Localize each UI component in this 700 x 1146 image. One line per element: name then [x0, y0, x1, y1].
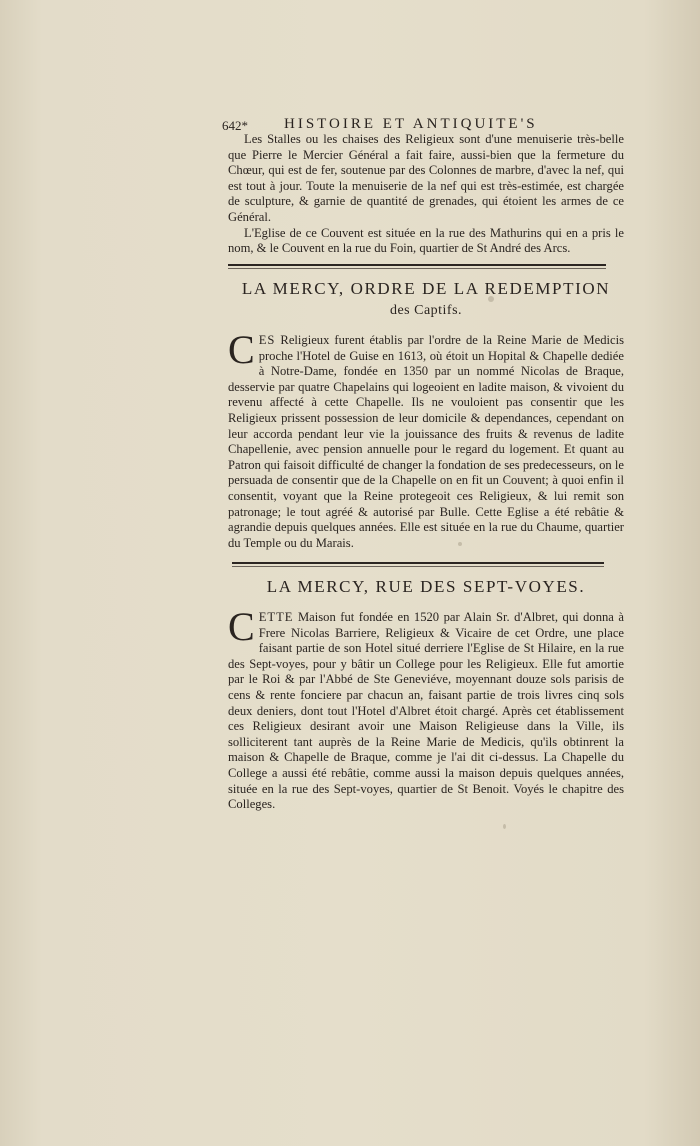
- page-number: 642*: [222, 118, 248, 133]
- section-heading: [228, 278, 624, 322]
- section-paragraph: Maison fut fondée en 1520 par Alain Sr. d'Albret, qui donna à Frere Nicolas Barriere, Religieux & Vicaire de cet Ordre, une place faisant partie de son Hotel situé derriere l'Eglise de St Hilaire, en la rue des Sept-voyes, pour y bâtir un College pour les Religieux. Elle fut amortie par le Roi & par l'Abbé de Ste Geneviéve, moyennant douze sols parisis de cens & rente fonciere par chacun an, faisant partie de trois livres cinq sols deux deniers, dont tout l'Hotel d'Albret étoit chargé. Après cet établissement ces Religieux desirant avoir une Maison Religieuse dans la Ville, ils solliciterent tant auprès de la Reine Marie de Medicis, qu'ils obtinrent la maison & Chapelle de Braque, comme je l'ai dit ci-dessus. La Chapelle du College a aussi été rebâtie, comme aussi la maison depuis quelques années, située en la rue des Sept-voyes, quartier de St Benoit. Voyés le chapitre des Colleges.: [228, 610, 624, 812]
- section-paragraph: Religieux furent établis par l'ordre de la Reine Marie de Medicis proche l'Hotel de Guise en 1613, où étoit un Hopital & Chapelle dediée à Notre-Dame, fondée en 1350 par un nommé Nicolas de Braque, desservie par quatre Chapelains qui logeoient en ladite maison, & vivoient du revenu affecté à cette Chapelle. Ils ne vouloient pas consentir que les Religieux prissent possession de leur domicile & dependances, cependant on leur accorda pendant leur vie la jouissance des fruits & revenus de ladite Chapellenie, avec pension annuelle pour le regard du logement. Et quant au Patron qui faisoit difficulté de changer la fondation de ses predecesseurs, on le persuada de consentir que de la Chapelle on en fit un Couvent; à quoi enfin il consentit, voyant que la Reine protegeoit ces Religieux, & lui remit son patronage; le tout agréé & autorisé par Bulle. Cette Eglise a été rebâtie & agrandie depuis quelques années. Elle est située en la rue du Chaume, quartier du Temple ou du Marais.: [228, 333, 624, 550]
- section-heading: [228, 576, 624, 598]
- first-word: ES: [258, 333, 276, 347]
- section-divider: [228, 264, 606, 266]
- section-subtitle: des Captifs.: [389, 303, 463, 318]
- running-title: HISTOIRE ET ANTIQUITE'S: [284, 116, 538, 132]
- intro-text: [228, 132, 624, 257]
- first-word: ETTE: [258, 610, 294, 624]
- section-title: LA MERCY, ORDRE DE LA REDEMPTION: [241, 279, 611, 298]
- paper-stain: [503, 824, 506, 829]
- intro-paragraph: Les Stalles ou les chaises des Religieux sont d'une menuiserie très-belle que Pierre le Mercier Général a fait faire, aussi-bien que la fermeture du Chœur, qui est de fer, soutenue par des Colonnes de marbre, d'avec la nef, qui est tout à jour. Toute la menuiserie de la nef qui est très-estimée, est chargée de sculpture, & garnie de quantité de grenades, qui étoient les armes de ce Général.: [228, 132, 624, 224]
- drop-capital: C: [228, 604, 255, 649]
- section-title: LA MERCY, RUE DES SEPT-VOYES.: [266, 577, 586, 596]
- drop-capital: C: [228, 327, 255, 372]
- section-divider: [232, 562, 604, 564]
- intro-paragraph: L'Eglise de ce Couvent est située en la rue des Mathurins qui en a pris le nom, & le Couvent en la rue du Foin, quartier de St André des Arcs.: [228, 225, 624, 256]
- section-body: [228, 327, 624, 551]
- section-body: [228, 604, 624, 813]
